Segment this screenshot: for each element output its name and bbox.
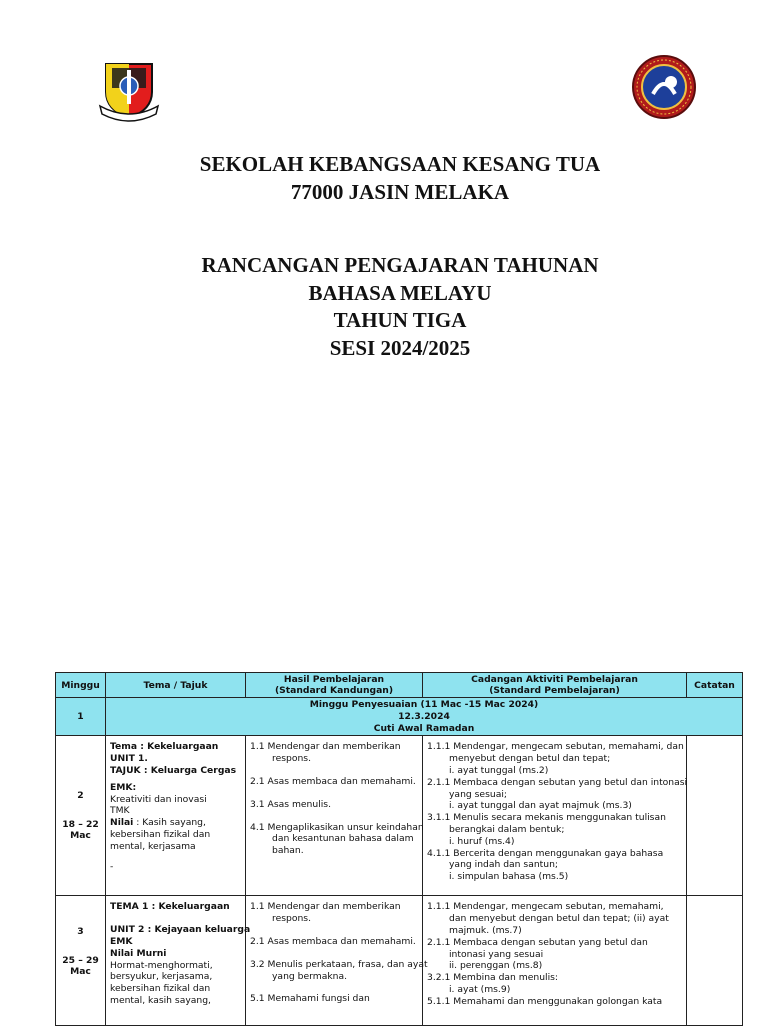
sp-item: 1.1.1 Mendengar, mengecam sebutan, memahami, dan xyxy=(427,741,684,753)
sp-item: 2.1.1 Membaca dengan sebutan yang betul dan xyxy=(427,936,648,948)
topic-label: TAJUK : Keluarga Cergas xyxy=(110,764,237,776)
sk-item-cont: respons. xyxy=(272,753,311,765)
standard-kandungan-cell xyxy=(246,896,428,1026)
week-date-month: Mac xyxy=(70,966,91,978)
sp-item-cont: ii. perenggan (ms.8) xyxy=(449,960,543,972)
week-number: 2 xyxy=(77,790,84,802)
school-address: 77000 JASIN MELAKA xyxy=(290,180,510,204)
col-header-cadangan-title: Cadangan Aktiviti Pembelajaran xyxy=(471,674,638,685)
standard-pembelajaran-cell xyxy=(423,736,687,896)
values-line: bersyukur, kerjasama, xyxy=(110,971,213,983)
emk-label: EMK xyxy=(110,935,133,947)
sk-item-cont: bahan. xyxy=(272,845,304,857)
sp-item: 3.1.1 Menulis secara mekanis menggunakan tulisan xyxy=(427,812,666,824)
sk-item-cont: respons. xyxy=(272,913,311,925)
school-crest-logo xyxy=(98,58,160,122)
theme-cell xyxy=(106,896,251,1026)
sp-item: 4.1.1 Bercerita dengan menggunakan gaya bahasa xyxy=(427,847,664,859)
sp-item-cont: i. huruf (ms.4) xyxy=(449,835,515,847)
values-line: mental, kerjasama xyxy=(110,840,196,852)
unit-label: UNIT 2 : Kejayaan keluarga xyxy=(110,924,251,936)
sk-item: 2.1 Asas membaca dan memahami. xyxy=(250,775,416,787)
sk-item-cont: dan kesantunan bahasa dalam xyxy=(272,833,414,845)
col-header-hasil-title: Hasil Pembelajaran xyxy=(283,674,385,685)
sp-item-cont: yang sesuai; xyxy=(449,788,507,800)
lesson-plan-table xyxy=(55,672,743,1026)
plan-title: RANCANGAN PENGAJARAN TAHUNAN xyxy=(201,253,599,277)
school-crest-icon xyxy=(98,58,160,122)
school-name: SEKOLAH KEBANGSAAN KESANG TUA xyxy=(199,152,601,176)
plan-header xyxy=(0,252,768,362)
standard-pembelajaran-cell xyxy=(423,896,687,1026)
values-line: Hormat-menghormati, xyxy=(110,959,213,971)
sk-item: 3.1 Asas menulis. xyxy=(250,798,332,810)
session-title: SESI 2024/2025 xyxy=(329,335,471,360)
sk-item: 4.1 Mengaplikasikan unsur keindahan xyxy=(250,821,424,833)
sp-item: 1.1.1 Mendengar, mengecam sebutan, memahami, xyxy=(427,901,664,913)
sk-item-cont: yang bermakna. xyxy=(272,970,348,982)
table-row xyxy=(56,736,743,896)
week-date-range: 25 – 29 xyxy=(62,955,99,967)
week-date-range: 18 – 22 xyxy=(62,819,99,831)
values-line: kebersihan fizikal dan xyxy=(110,828,211,840)
col-header-tema: Tema / Tajuk xyxy=(106,673,246,698)
table-row xyxy=(56,896,743,1026)
theme-cell xyxy=(106,736,246,896)
sp-item-cont: i. ayat (ms.9) xyxy=(449,983,511,995)
sp-item-cont: majmuk. (ms.7) xyxy=(449,924,522,936)
tmk-label: TMK xyxy=(110,805,130,817)
theme-title: Tema : Kekeluargaan xyxy=(110,741,219,753)
sp-item: 2.1.1 Membaca dengan sebutan yang betul dan intonasi xyxy=(427,776,688,788)
notes-cell xyxy=(687,736,743,896)
school-header xyxy=(0,150,768,206)
sp-item-cont: yang indah dan santun; xyxy=(449,859,559,871)
col-header-cadangan xyxy=(423,673,687,698)
emk-value: Kreativiti dan inovasi xyxy=(110,793,207,805)
sp-item-cont: menyebut dengan betul dan tepat; xyxy=(449,753,611,765)
notes-cell xyxy=(687,896,743,1026)
values-line: kebersihan fizikal dan xyxy=(110,983,211,995)
week-cell xyxy=(56,736,106,896)
values-first: : Kasih sayang, xyxy=(133,817,206,829)
sk-item: 5.1 Memahami fungsi dan xyxy=(250,993,370,1005)
dash-mark: - xyxy=(110,860,114,872)
week-number: 1 xyxy=(56,698,106,736)
unit-label: UNIT 1. xyxy=(110,753,148,765)
values-line: mental, kasih sayang, xyxy=(110,994,211,1006)
col-header-catatan: Catatan xyxy=(687,673,743,698)
col-header-hasil xyxy=(246,673,423,698)
theme-title: TEMA 1 : Kekeluargaan xyxy=(110,901,230,913)
week-number: 3 xyxy=(77,926,84,938)
orientation-week-title: Minggu Penyesuaian (11 Mac -15 Mac 2024) xyxy=(309,699,539,710)
sk-item: 1.1 Mendengar dan memberikan xyxy=(250,901,401,913)
values-line xyxy=(110,817,241,829)
week-cell xyxy=(56,896,106,1026)
orientation-week-note: Cuti Awal Ramadan xyxy=(373,722,475,734)
values-label: Nilai xyxy=(110,817,134,829)
subject-title: BAHASA MELAYU xyxy=(308,280,492,305)
sp-item-cont: i. simpulan bahasa (ms.5) xyxy=(449,871,569,883)
orientation-week-date: 12.3.2024 xyxy=(398,710,450,722)
district-seal-logo xyxy=(631,54,697,120)
col-header-hasil-sub: (Standard Kandungan) xyxy=(274,685,394,696)
table-row xyxy=(56,698,743,736)
sp-item: 3.2.1 Membina dan menulis: xyxy=(427,972,559,984)
sp-item-cont: berangkai dalam bentuk; xyxy=(449,823,565,835)
values-label: Nilai Murni xyxy=(110,947,167,959)
sp-item: 5.1.1 Memahami dan menggunakan golongan kata xyxy=(427,995,663,1007)
sp-item-cont: i. ayat tunggal dan ayat majmuk (ms.3) xyxy=(449,800,632,812)
standard-kandungan-cell xyxy=(246,736,423,896)
col-header-cadangan-sub: (Standard Pembelajaran) xyxy=(489,685,620,696)
orientation-week-cell xyxy=(106,698,743,736)
sk-item: 3.2 Menulis perkataan, frasa, dan ayat xyxy=(250,958,428,970)
sk-item: 2.1 Asas membaca dan memahami. xyxy=(250,935,416,947)
year-title: TAHUN TIGA xyxy=(333,308,467,332)
table-header-row xyxy=(56,673,743,698)
week-date-month: Mac xyxy=(70,830,91,842)
sp-item-cont: dan menyebut dengan betul dan tepat; (ii) ayat xyxy=(449,913,669,925)
col-header-minggu: Minggu xyxy=(56,673,106,698)
sk-item: 1.1 Mendengar dan memberikan xyxy=(250,741,401,753)
emk-label: EMK: xyxy=(110,781,137,793)
sp-item-cont: i. ayat tunggal (ms.2) xyxy=(449,764,549,776)
district-seal-icon xyxy=(631,54,697,120)
sp-item-cont: intonasi yang sesuai xyxy=(449,948,544,960)
